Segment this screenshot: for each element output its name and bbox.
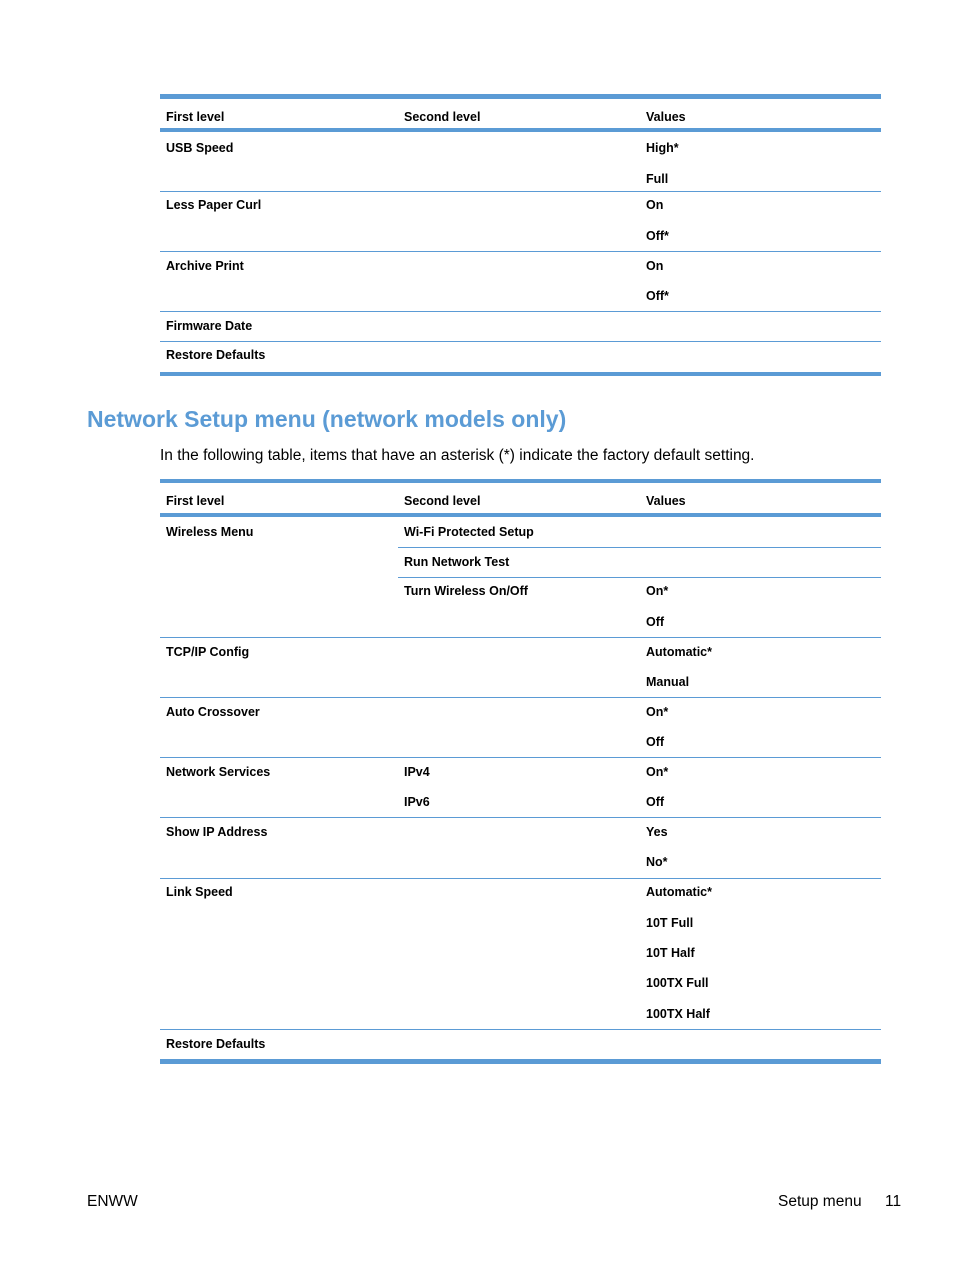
second-level-item: Wi-Fi Protected Setup [404,525,534,539]
footer-section-name: Setup menu [778,1193,862,1210]
value-item: On* [646,705,669,719]
first-level-item: TCP/IP Config [166,645,250,659]
first-level-item: USB Speed [166,141,234,155]
table-row [160,698,881,758]
table-row [160,342,881,372]
table-row [160,517,881,638]
first-level-item: Show IP Address [166,825,268,839]
table-bottom-rule [160,372,881,376]
value-item: Off [646,735,665,749]
sub-row-divider [398,577,881,578]
first-level-item: Auto Crossover [166,705,260,719]
table-row [160,312,881,342]
table-header [160,483,881,517]
value-item: No* [646,855,668,869]
header-first-level: First level [166,110,225,124]
second-level-item: Turn Wireless On/Off [404,584,528,598]
header-second-level: Second level [404,110,481,124]
first-level-item: Firmware Date [166,319,253,333]
section-intro: In the following table, items that have an asterisk (*) indicate the factory default setting. [160,447,755,464]
value-item: Yes [646,825,668,839]
footer-page-number: 11 [885,1193,902,1210]
header-values: Values [646,494,686,508]
value-item: On [646,198,664,212]
value-item: On [646,259,664,273]
first-level-item: Network Services [166,765,271,779]
value-item: High* [646,141,679,155]
header-first-level: First level [166,494,225,508]
header-values: Values [646,110,686,124]
table-row [160,192,881,252]
value-item: Automatic* [646,885,712,899]
sub-row-divider [398,547,881,548]
first-level-item: Less Paper Curl [166,198,262,212]
value-item: On* [646,584,669,598]
value-item: Full [646,172,669,186]
table-row [160,879,881,1030]
value-item: Manual [646,675,690,689]
first-level-item: Restore Defaults [166,1037,266,1051]
value-item: 100TX Full [646,976,709,990]
table-row [160,132,881,192]
second-level-item: Run Network Test [404,555,510,569]
second-level-item: IPv4 [404,765,430,779]
second-level-item: IPv6 [404,795,430,809]
first-level-item: Link Speed [166,885,233,899]
value-item: Off [646,615,665,629]
section-title: Network Setup menu (network models only) [87,406,567,432]
value-item: Off [646,795,665,809]
table-row [160,818,881,879]
first-level-item: Archive Print [166,259,244,273]
table-row [160,638,881,698]
value-item: 100TX Half [646,1007,710,1021]
table-row [160,1030,881,1059]
footer-left-label: ENWW [87,1193,138,1210]
setup-menu-table [160,94,881,376]
first-level-item: Wireless Menu [166,525,254,539]
value-item: Off* [646,289,669,303]
first-level-item: Restore Defaults [166,348,266,362]
value-item: 10T Half [646,946,695,960]
network-setup-table [160,479,881,1064]
table-header [160,99,881,132]
value-item: 10T Full [646,916,694,930]
table-bottom-rule [160,1059,881,1064]
table-row [160,252,881,312]
value-item: Automatic* [646,645,712,659]
header-second-level: Second level [404,494,481,508]
value-item: On* [646,765,669,779]
value-item: Off* [646,229,669,243]
table-row [160,758,881,818]
